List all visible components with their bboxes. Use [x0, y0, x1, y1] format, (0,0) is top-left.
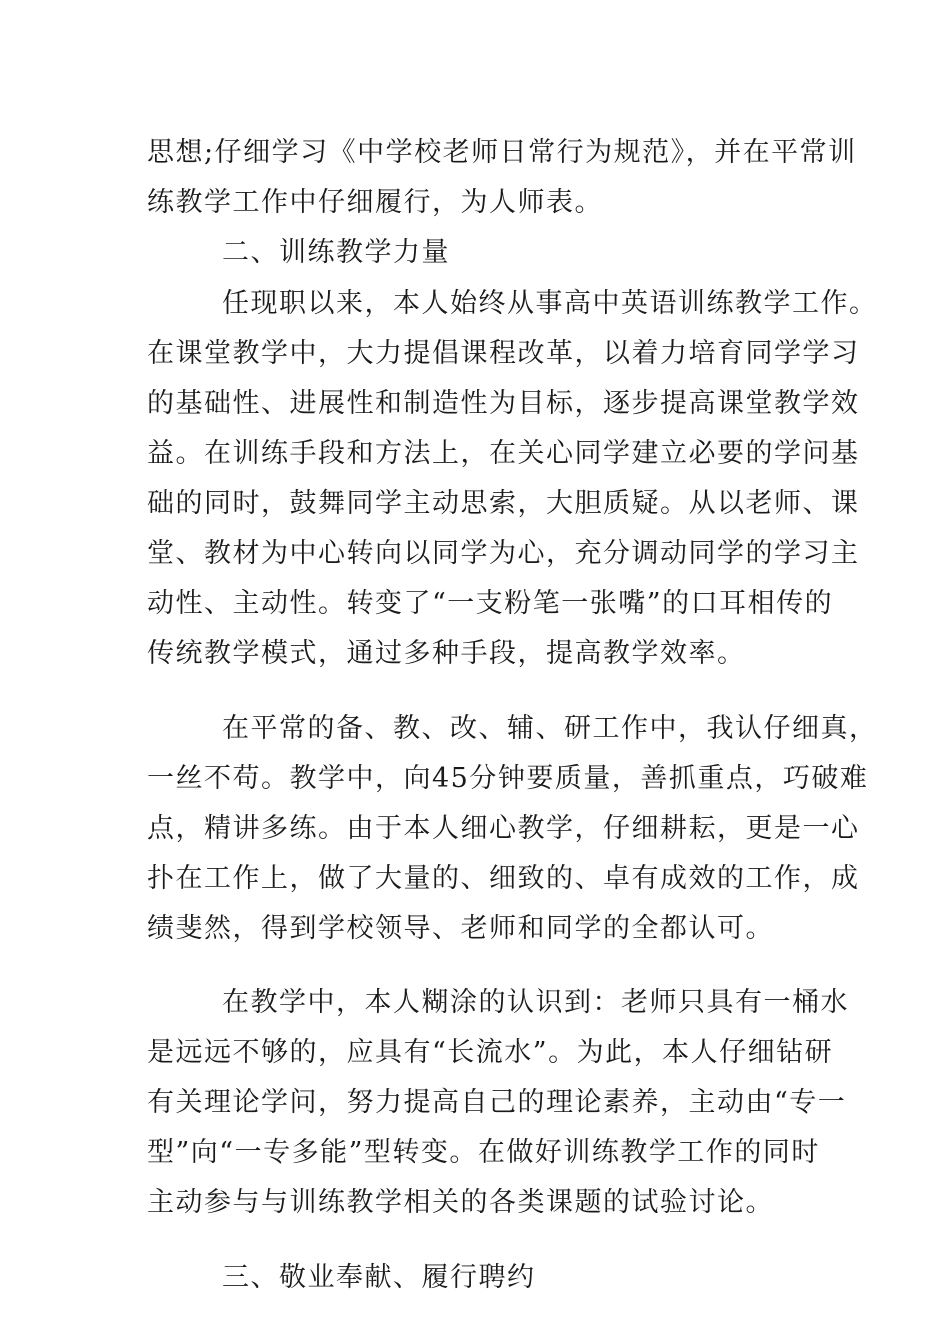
text-line: 础的同时，鼓舞同学主动思索，大胆质疑。从以老师、课: [147, 488, 860, 519]
text-line: 绩斐然，得到学校领导、老师和同学的全都认可。: [147, 913, 774, 944]
text-line: 动性、主动性。转变了“一支粉笔一张嘴”的口耳相传的: [147, 588, 834, 619]
text-line: 思想;仔细学习《中学校老师日常行为规范》，并在平常训: [147, 137, 857, 168]
text-line: 扑在工作上，做了大量的、细致的、卓有成效的工作，成: [147, 863, 860, 894]
paragraph-start: 在教学中，本人糊涂的认识到：老师只具有一桶水: [222, 987, 849, 1018]
text-line: 型”向“一专多能”型转变。在做好训练教学工作的同时: [147, 1137, 820, 1168]
text-line: 在课堂教学中，大力提倡课程改革，以着力培育同学学习: [147, 338, 860, 369]
text-line: 益。在训练手段和方法上，在关心同学建立必要的学问基: [147, 438, 860, 469]
text-line: 堂、教材为中心转向以同学为心，充分调动同学的学习主: [147, 538, 860, 569]
text-line: 有关理论学问，努力提高自己的理论素养，主动由“专一: [147, 1087, 847, 1118]
text-line: 传统教学模式，通过多种手段，提高教学效率。: [147, 638, 746, 669]
text-line: 点，精讲多练。由于本人细心教学，仔细耕耘，更是一心: [147, 813, 860, 844]
text-line: 的基础性、进展性和制造性为目标，逐步提高课堂教学效: [147, 388, 860, 419]
paragraph-start: 任现职以来，本人始终从事高中英语训练教学工作。: [222, 288, 878, 319]
text-line: 练教学工作中仔细履行，为人师表。: [147, 187, 603, 218]
text-line: 主动参与与训练教学相关的各类课题的试验讨论。: [147, 1187, 774, 1218]
paragraph-start: 在平常的备、教、改、辅、研工作中，我认仔细真，: [222, 713, 878, 744]
section-heading-2: 二、训练教学力量: [222, 237, 450, 268]
text-line: 一丝不苟。教学中，向45分钟要质量，善抓重点，巧破难: [147, 763, 869, 794]
text-line: 是远远不够的，应具有“长流水”。为此，本人仔细钻研: [147, 1037, 834, 1068]
section-heading-3: 三、敬业奉献、履行聘约: [222, 1262, 536, 1293]
